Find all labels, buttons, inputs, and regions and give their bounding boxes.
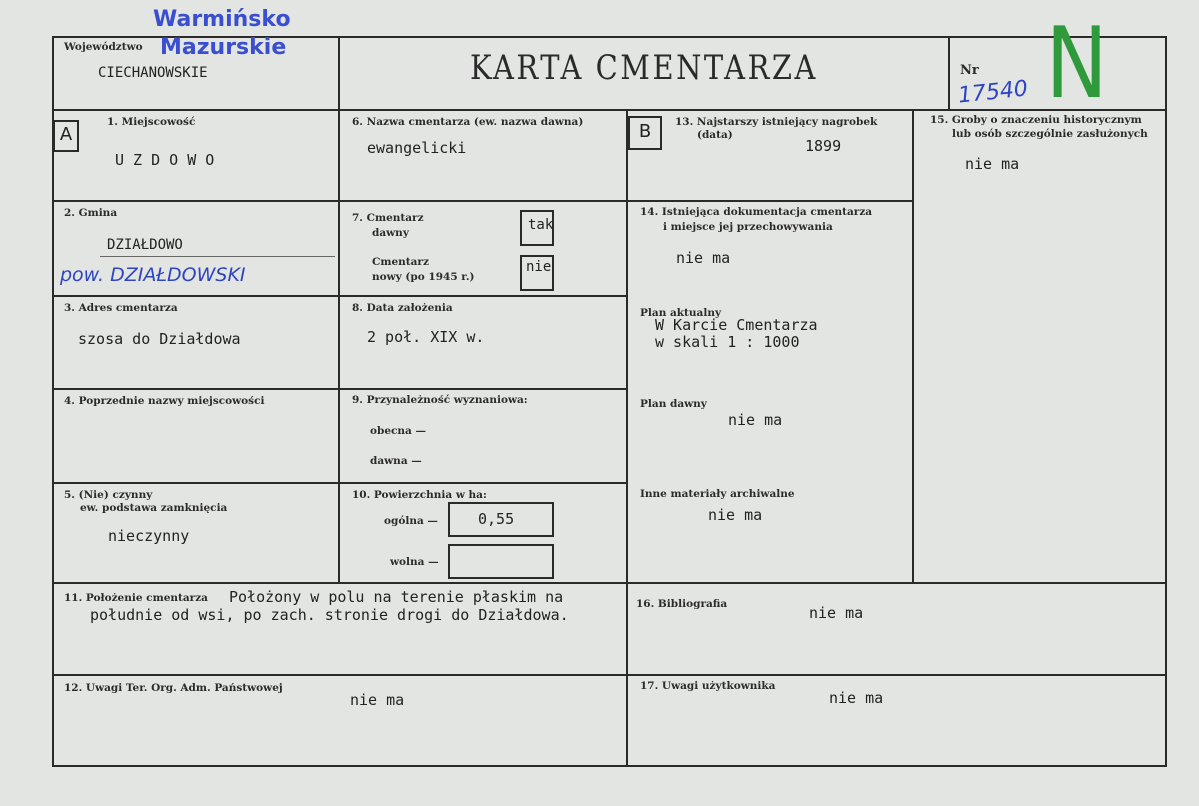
row-sep — [338, 388, 628, 390]
header-divider — [52, 109, 1167, 111]
wojewodztwo-value: CIECHANOWSKIE — [98, 65, 208, 81]
f16-label: 16. Bibliografia — [636, 598, 728, 610]
row-sep — [52, 200, 340, 202]
f17-value: nie ma — [829, 689, 884, 707]
region-stamp-line1: Warmińsko — [153, 7, 291, 32]
f3-value: szosa do Działdowa — [78, 330, 241, 348]
nr-label: Nr — [960, 63, 979, 78]
f12-value: nie ma — [350, 691, 405, 709]
f14-value: nie ma — [676, 249, 731, 267]
f13-label: 13. Najstarszy istniejący nagrobek — [675, 116, 878, 128]
f7-nowy-label1: Cmentarz — [372, 256, 429, 268]
plan-aktualny-label: Plan aktualny — [640, 307, 722, 319]
f11-label: 11. Położenie cmentarza — [64, 592, 208, 604]
row-sep — [52, 295, 340, 297]
row-sep — [52, 482, 340, 484]
row-sep — [52, 674, 1167, 676]
f12-label: 12. Uwagi Ter. Org. Adm. Państwowej — [64, 682, 283, 694]
section-a-letter: A — [59, 124, 73, 145]
f3-label: 3. Adres cmentarza — [64, 302, 178, 314]
col-sep-1 — [338, 109, 340, 583]
inne-value: nie ma — [708, 506, 763, 524]
f13-value: 1899 — [805, 137, 842, 155]
wojewodztwo-label: Województwo — [64, 41, 143, 53]
row-sep — [338, 482, 628, 484]
col-sep-2 — [626, 109, 628, 767]
f10-ogolna-label: ogólna — — [384, 515, 438, 527]
f10-wolna-label: wolna — — [390, 556, 439, 568]
f5-label-line1: 5. (Nie) czynny — [64, 489, 153, 501]
row-sep — [338, 295, 628, 297]
f6-label: 6. Nazwa cmentarza (ew. nazwa dawna) — [352, 116, 584, 128]
f1-label: 1. Miejscowość — [107, 116, 196, 128]
f7-dawny-label: dawny — [372, 227, 409, 239]
frame-right — [1165, 36, 1167, 767]
f10-label: 10. Powierzchnia w ha: — [352, 489, 487, 501]
f2-hand-note: pow. DZIAŁDOWSKI — [60, 264, 246, 286]
region-stamp-line2: Mazurskie — [160, 35, 287, 60]
f8-value: 2 poł. XIX w. — [367, 328, 485, 346]
f9-obecna: obecna — — [370, 425, 427, 437]
f7-dawny-value: tak — [528, 217, 554, 233]
header-sep-1 — [338, 36, 340, 111]
plan-aktualny-line1: W Karcie Cmentarza — [655, 316, 818, 334]
section-b-letter: B — [638, 121, 652, 142]
f5-label-line2: ew. podstawa zamknięcia — [80, 502, 228, 514]
row-sep — [52, 582, 1167, 584]
plan-dawny-label: Plan dawny — [640, 398, 707, 410]
header-sep-2 — [948, 36, 950, 111]
gmina-underline — [100, 256, 335, 257]
f14-label: 14. Istniejąca dokumentacja cmentarza — [640, 206, 873, 218]
f11-line1: Położony w polu na terenie płaskim na — [229, 588, 564, 606]
row-sep — [338, 200, 628, 202]
f14-label2: i miejsce jej przechowywania — [663, 221, 833, 233]
f2-value: DZIAŁDOWO — [107, 237, 183, 253]
nr-value: 17540 — [956, 76, 1030, 109]
f4-label: 4. Poprzednie nazwy miejscowości — [64, 395, 265, 407]
f15-value: nie ma — [965, 155, 1020, 173]
f2-label: 2. Gmina — [64, 207, 118, 219]
f13-label2: (data) — [697, 129, 733, 141]
f1-value: U Z D O W O — [115, 151, 215, 169]
f10-wolna-box — [448, 544, 554, 579]
card-title: KARTA CMENTARZA — [470, 48, 818, 88]
f17-label: 17. Uwagi użytkownika — [640, 680, 776, 692]
f15-label2: lub osób szczególnie zasłużonych — [952, 128, 1148, 140]
f9-dawna: dawna — — [370, 455, 422, 467]
row-sep — [626, 200, 914, 202]
category-mark-n: N — [1045, 7, 1108, 121]
f7-nowy-label2: nowy (po 1945 r.) — [372, 271, 475, 283]
f10-ogolna-value: 0,55 — [478, 510, 515, 528]
f11-line2: południe od wsi, po zach. stronie drogi do Działdowa. — [90, 606, 569, 624]
plan-aktualny-line2: w skali 1 : 1000 — [655, 333, 800, 351]
row-sep — [52, 388, 340, 390]
frame-bottom — [52, 765, 1167, 767]
plan-dawny-value: nie ma — [728, 411, 783, 429]
inne-label: Inne materiały archiwalne — [640, 488, 795, 500]
f7-label: 7. Cmentarz — [352, 212, 424, 224]
f7-nowy-value: nie — [526, 259, 552, 275]
f6-value: ewangelicki — [367, 139, 467, 157]
col-sep-3 — [912, 109, 914, 583]
f8-label: 8. Data założenia — [352, 302, 453, 314]
f16-value: nie ma — [809, 604, 864, 622]
f15-label: 15. Groby o znaczeniu historycznym — [930, 114, 1142, 126]
f9-label: 9. Przynależność wyznaniowa: — [352, 394, 528, 406]
f5-value: nieczynny — [108, 527, 190, 545]
